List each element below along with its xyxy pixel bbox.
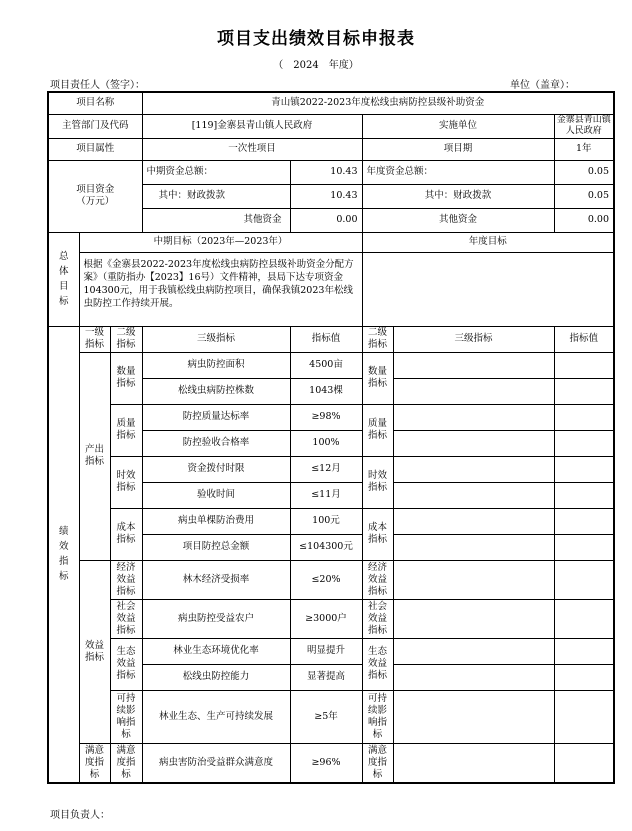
indicator-name: 林业生态环境优化率 xyxy=(142,638,290,664)
right-indicator-value xyxy=(554,534,614,560)
economic-label: 经济效益指标 xyxy=(110,560,142,599)
project-attr-label: 项目属性 xyxy=(48,138,142,160)
mid-fiscal-value: 10.43 xyxy=(290,184,362,208)
quality-label: 质量指标 xyxy=(110,404,142,456)
right-indicator-name xyxy=(393,560,554,599)
right-indicator-name xyxy=(393,664,554,690)
year-goal-text xyxy=(362,252,614,326)
project-period-label: 项目期 xyxy=(362,138,554,160)
year-other-value: 0.00 xyxy=(554,208,614,232)
cost-label: 成本指标 xyxy=(110,508,142,560)
project-leader-label: 项目负责人： xyxy=(50,810,110,821)
performance-target-table xyxy=(47,91,615,784)
mid-fiscal-label: 其中：财政拨款 xyxy=(142,184,290,208)
indicator-value: 1043棵 xyxy=(290,378,362,404)
right-indicator-name xyxy=(393,508,554,534)
project-name-label: 项目名称 xyxy=(48,92,142,114)
right-indicator-value xyxy=(554,482,614,508)
indicator-value: ≥98% xyxy=(290,404,362,430)
year-other-label: 其他资金 xyxy=(362,208,554,232)
mid-goal-text: 根据《金寨县2022-2023年度松线虫病防控县级补助资金分配方案》（重防指办【2023】16号）文件精神，县局下达专项资金104300元，用于我镇松线虫病防控项目，确保我镇2023年松线虫防控工作持续开展。 xyxy=(79,252,362,326)
indicator-value: 显著提高 xyxy=(290,664,362,690)
right-sustain-label: 可持续影响指标 xyxy=(362,690,393,743)
eco-label: 生态效益指标 xyxy=(110,638,142,690)
output-l1-label: 产出指标 xyxy=(79,352,110,560)
indicator-name: 病虫防控面积 xyxy=(142,352,290,378)
right-economic-label: 经济效益指标 xyxy=(362,560,393,599)
mid-other-label: 其他资金 xyxy=(142,208,290,232)
right-cost-label: 成本指标 xyxy=(362,508,393,560)
year-fiscal-value: 0.05 xyxy=(554,184,614,208)
indicator-value: ≤11月 xyxy=(290,482,362,508)
indicator-value: ≥3000户 xyxy=(290,599,362,638)
indicator-name: 病虫害防治受益群众满意度 xyxy=(142,743,290,783)
indicator-name: 资金拨付时限 xyxy=(142,456,290,482)
indicator-value: ≥96% xyxy=(290,743,362,783)
right-indicator-value xyxy=(554,638,614,664)
right-indicator-value xyxy=(554,599,614,638)
indicator-name: 病虫防控受益农户 xyxy=(142,599,290,638)
funds-label xyxy=(48,160,142,232)
right-indicator-name xyxy=(393,690,554,743)
impl-unit-value: 金寨县青山镇人民政府 xyxy=(554,114,614,138)
right-quality-label: 质量指标 xyxy=(362,404,393,456)
social-label: 社会效益指标 xyxy=(110,599,142,638)
indicator-name: 病虫单棵防治费用 xyxy=(142,508,290,534)
sustain-label: 可持续影响指标 xyxy=(110,690,142,743)
form-title: 项目支出绩效目标申报表 xyxy=(217,29,415,49)
indicator-value: ≤104300元 xyxy=(290,534,362,560)
perf-header-l1: 一级指标 xyxy=(79,326,110,352)
right-indicator-value xyxy=(554,404,614,430)
right-indicator-value xyxy=(554,560,614,599)
indicator-value: 明显提升 xyxy=(290,638,362,664)
funds-label-line1: 项目资金 xyxy=(76,184,115,195)
project-name-value: 青山镇2022-2023年度松线虫病防控县级补助资金 xyxy=(142,92,614,114)
right-indicator-name xyxy=(393,534,554,560)
right-eco-label: 生态效益指标 xyxy=(362,638,393,690)
right-indicator-value xyxy=(554,690,614,743)
indicator-value: ≤20% xyxy=(290,560,362,599)
right-indicator-name xyxy=(393,638,554,664)
indicator-value: 100% xyxy=(290,430,362,456)
right-indicator-value xyxy=(554,352,614,378)
right-quantity-label: 数量指标 xyxy=(362,352,393,404)
year-total-label: 年度资金总额： xyxy=(362,160,554,184)
overall-goal-side-label: 总体目标 xyxy=(48,232,79,326)
unit-stamp-label: 单位（盖章）： xyxy=(510,80,575,91)
project-period-value: 1年 xyxy=(554,138,614,160)
benefit-l1-label: 效益指标 xyxy=(79,560,110,743)
perf-header-l2-right: 二级指标 xyxy=(362,326,393,352)
right-social-label: 社会效益指标 xyxy=(362,599,393,638)
right-indicator-name xyxy=(393,456,554,482)
right-indicator-name xyxy=(393,743,554,783)
year-line: （ 2024 年度） xyxy=(273,60,359,71)
perf-side-label: 绩效指标 xyxy=(48,326,79,783)
indicator-name: 验收时间 xyxy=(142,482,290,508)
right-indicator-name xyxy=(393,430,554,456)
indicator-name: 项目防控总金额 xyxy=(142,534,290,560)
right-indicator-name xyxy=(393,404,554,430)
mid-total-label: 中期资金总额： xyxy=(142,160,290,184)
perf-header-l3-right: 三级指标 xyxy=(393,326,554,352)
year-fiscal-label: 其中：财政拨款 xyxy=(362,184,554,208)
indicator-name: 防控验收合格率 xyxy=(142,430,290,456)
indicator-name: 林木经济受损率 xyxy=(142,560,290,599)
right-indicator-name xyxy=(393,378,554,404)
satisfaction-l2-label: 满意度指标 xyxy=(110,743,142,783)
indicator-name: 防控质量达标率 xyxy=(142,404,290,430)
quantity-label: 数量指标 xyxy=(110,352,142,404)
right-indicator-value xyxy=(554,664,614,690)
perf-header-value-right: 指标值 xyxy=(554,326,614,352)
project-attr-value: 一次性项目 xyxy=(142,138,362,160)
mid-total-value: 10.43 xyxy=(290,160,362,184)
mid-goal-header: 中期目标（2023年—2023年） xyxy=(79,232,362,252)
right-satisfaction-label: 满意度指标 xyxy=(362,743,393,783)
dept-label: 主管部门及代码 xyxy=(48,114,142,138)
impl-unit-label: 实施单位 xyxy=(362,114,554,138)
right-indicator-value xyxy=(554,508,614,534)
perf-header-l3: 三级指标 xyxy=(142,326,290,352)
mid-other-value: 0.00 xyxy=(290,208,362,232)
right-indicator-name xyxy=(393,482,554,508)
right-time-label: 时效指标 xyxy=(362,456,393,508)
indicator-value: ≤12月 xyxy=(290,456,362,482)
satisfaction-l1-label: 满意度指标 xyxy=(79,743,110,783)
indicator-value: 100元 xyxy=(290,508,362,534)
time-label: 时效指标 xyxy=(110,456,142,508)
right-indicator-value xyxy=(554,430,614,456)
perf-header-value: 指标值 xyxy=(290,326,362,352)
perf-header-l2: 二级指标 xyxy=(110,326,142,352)
indicator-value: ≥5年 xyxy=(290,690,362,743)
responsible-signature-label: 项目责任人（签字）： xyxy=(50,80,145,91)
indicator-name: 林业生态、生产可持续发展 xyxy=(142,690,290,743)
indicator-name: 松线虫防控能力 xyxy=(142,664,290,690)
indicator-name: 松线虫病防控株数 xyxy=(142,378,290,404)
right-indicator-name xyxy=(393,352,554,378)
year-total-value: 0.05 xyxy=(554,160,614,184)
year-goal-header: 年度目标 xyxy=(362,232,614,252)
indicator-value: 4500亩 xyxy=(290,352,362,378)
right-indicator-name xyxy=(393,599,554,638)
right-indicator-value xyxy=(554,456,614,482)
right-indicator-value xyxy=(554,743,614,783)
funds-label-line2: （万元） xyxy=(76,196,115,207)
right-indicator-value xyxy=(554,378,614,404)
dept-value: [119]金寨县青山镇人民政府 xyxy=(142,114,362,138)
